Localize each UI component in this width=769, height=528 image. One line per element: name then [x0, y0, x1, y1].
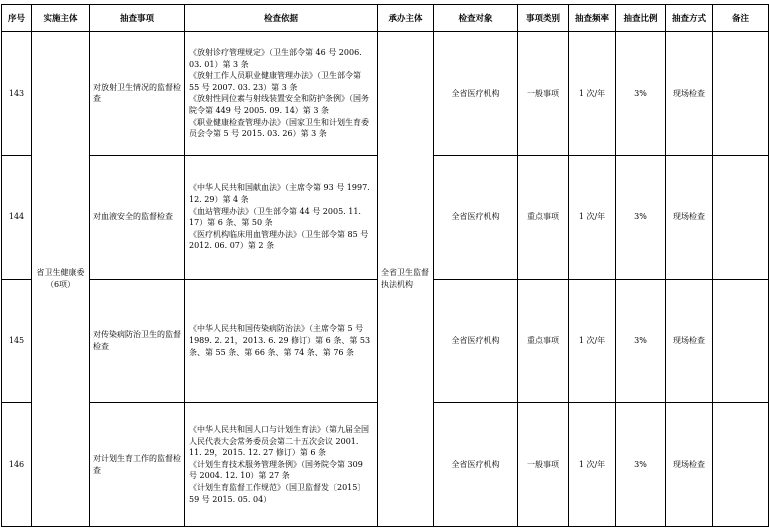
inspection-object: 全省医疗机构 — [434, 279, 518, 403]
header-undertaker: 承办主体 — [378, 5, 434, 32]
inspection-object: 全省医疗机构 — [434, 32, 518, 156]
header-remark: 备注 — [713, 5, 769, 32]
inspection-ratio: 3% — [616, 403, 666, 527]
remark — [713, 32, 769, 156]
basis-line: 《职业健康检查管理办法》（国家卫生和计划生育委员会令第 5 号 2015. 03. 26）第 3 条 — [189, 117, 369, 139]
inspection-method: 现场检查 — [666, 155, 713, 279]
inspection-item: 对血液安全的监督检查 — [90, 155, 185, 279]
basis-line: 《血站管理办法》（卫生部令第 44 号 2005. 11. 17）第 6 条、第 50 条 — [189, 206, 361, 228]
implementer-cell: 省卫生健康委（6项） — [32, 32, 90, 527]
basis-line: 《计划生育技术服务管理条例》（国务院令第 309 号 2004. 12. 10）第 27 条 — [189, 459, 363, 481]
header-ratio: 抽查比例 — [616, 5, 666, 32]
inspection-method: 现场检查 — [666, 32, 713, 156]
inspection-frequency: 1 次/年 — [569, 32, 616, 156]
basis-line: 《放射诊疗管理规定》（卫生部令第 46 号 2006. 03. 01）第 3 条 — [189, 48, 362, 69]
row-number: 146 — [2, 403, 32, 527]
inspection-table — [1, 4, 769, 527]
row-number: 145 — [2, 279, 32, 403]
table-row — [2, 32, 769, 156]
header-basis: 检查依据 — [185, 5, 378, 32]
inspection-object: 全省医疗机构 — [434, 155, 518, 279]
item-category: 一般事项 — [518, 32, 569, 156]
header-implementer: 实施主体 — [32, 5, 90, 32]
row-number: 144 — [2, 155, 32, 279]
header-row — [2, 5, 769, 32]
inspection-ratio: 3% — [616, 32, 666, 156]
inspection-item: 对放射卫生情况的监督检查 — [90, 32, 185, 156]
remark — [713, 155, 769, 279]
header-no: 序号 — [2, 5, 32, 32]
inspection-ratio: 3% — [616, 155, 666, 279]
basis-line: 《放射性同位素与射线装置安全和防护条例》（国务院令第 449 号 2005. 09. 14）第 3 条 — [189, 94, 369, 115]
inspection-basis — [185, 403, 378, 527]
basis-line: 《医疗机构临床用血管理办法》（卫生部令第 85 号 2012. 06. 07）第 2 条 — [189, 229, 369, 251]
basis-line: 《中华人民共和国献血法》（主席令第 93 号 1997. 12. 29）第 4 条 — [189, 183, 370, 204]
remark — [713, 279, 769, 403]
undertaker-cell: 全省卫生监督执法机构 — [378, 32, 434, 527]
remark — [713, 403, 769, 527]
item-category: 重点事项 — [518, 155, 569, 279]
header-category: 事项类别 — [518, 5, 569, 32]
inspection-frequency: 1 次/年 — [569, 155, 616, 279]
basis-line: 《放射工作人员职业健康管理办法》（卫生部令第 55 号 2007. 03. 23）第 3 条 — [189, 71, 361, 92]
header-item: 抽查事项 — [90, 5, 185, 32]
item-category: 一般事项 — [518, 403, 569, 527]
basis-line: 《计划生育监督工作规范》（国卫监督发〔2015〕59 号 2015. 05. 04） — [189, 483, 366, 504]
item-category: 重点事项 — [518, 279, 569, 403]
header-frequency: 抽查频率 — [569, 5, 616, 32]
inspection-frequency: 1 次/年 — [569, 279, 616, 403]
inspection-basis — [185, 32, 378, 156]
inspection-object: 全省医疗机构 — [434, 403, 518, 527]
basis-line: 《中华人民共和国传染病防治法》（主席令第 5 号 1989. 2. 21，2013. 6. 29 修订）第 6 条、第 53 条、第 55 条、第 66 条、第 74 条、第 76 条 — [189, 324, 371, 357]
basis-line: 《中华人民共和国人口与计划生育法》（第九届全国人民代表大会常务委员会第二十五次会议 2001. 11. 29，2015. 12. 27 修订）第 6 条 — [189, 425, 369, 458]
header-method: 抽查方式 — [666, 5, 713, 32]
inspection-basis — [185, 279, 378, 403]
inspection-ratio: 3% — [616, 279, 666, 403]
row-number: 143 — [2, 32, 32, 156]
header-object: 检查对象 — [434, 5, 518, 32]
inspection-item: 对传染病防治卫生的监督检查 — [90, 279, 185, 403]
inspection-method: 现场检查 — [666, 279, 713, 403]
inspection-basis — [185, 155, 378, 279]
inspection-item: 对计划生育工作的监督检查 — [90, 403, 185, 527]
inspection-method: 现场检查 — [666, 403, 713, 527]
inspection-frequency: 1 次/年 — [569, 403, 616, 527]
